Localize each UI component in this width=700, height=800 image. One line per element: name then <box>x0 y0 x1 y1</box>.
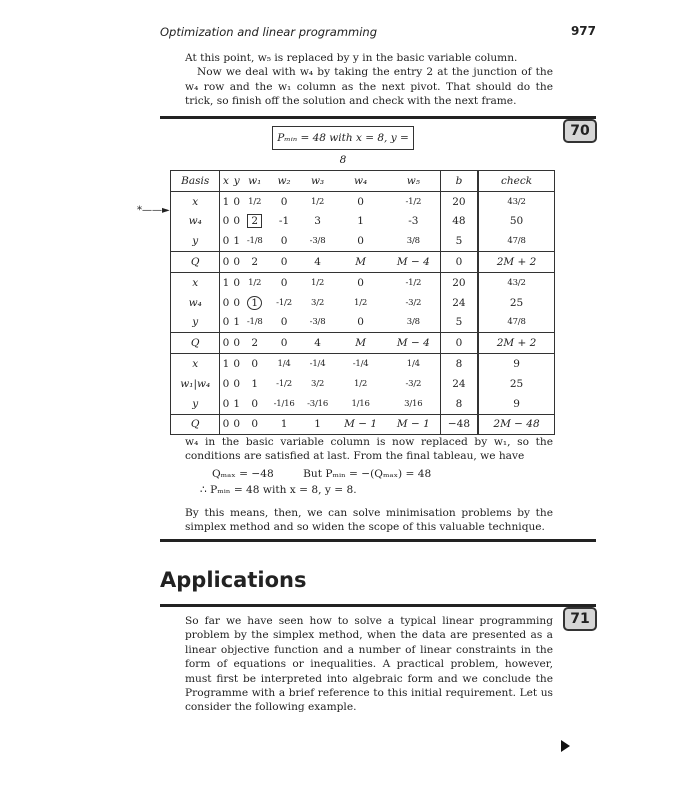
table-cell: 0 <box>280 195 288 208</box>
column-header: x <box>220 171 231 192</box>
table-cell: 0 <box>233 215 241 228</box>
table-cell: 0 <box>233 358 241 371</box>
table-cell: 0 <box>231 333 242 354</box>
table-row <box>171 231 555 251</box>
table-cell: M <box>334 333 387 354</box>
table-cell: 0 <box>280 235 288 248</box>
table-row <box>171 252 555 273</box>
table-row <box>171 414 555 435</box>
table-cell: M <box>334 252 387 273</box>
table-cell: 0 <box>267 333 301 354</box>
table-cell: 2 <box>242 333 267 354</box>
table-row <box>171 293 555 313</box>
table-cell: 0 <box>233 276 241 289</box>
table-cell: 8 <box>440 354 478 374</box>
table-cell: 50 <box>478 212 554 232</box>
frame-divider <box>160 116 596 119</box>
table-cell: -1/2 <box>405 196 422 207</box>
table-cell: 0 <box>231 252 242 273</box>
basis-cell: x <box>192 276 199 289</box>
table-row <box>171 272 555 292</box>
table-cell: 0 <box>357 316 364 329</box>
table-cell: 1/4 <box>406 359 420 370</box>
table-cell: 1/16 <box>351 398 370 409</box>
table-cell: 0 <box>220 212 231 232</box>
table-cell: -1/16 <box>273 398 295 409</box>
table-cell: 0 <box>357 276 364 289</box>
table-cell: 3/8 <box>406 236 420 247</box>
basis-cell: y <box>192 397 199 410</box>
table-cell: 1/2 <box>248 277 262 288</box>
table-cell: 20 <box>440 191 478 211</box>
column-header: w₁ <box>242 171 267 192</box>
frame-number-70: 70 <box>563 119 597 143</box>
p-min-relation: But Pₘᵢₙ = −(Qₘₐₓ) = 48 <box>303 468 432 480</box>
table-cell: 1 <box>301 414 335 435</box>
table-cell: 0 <box>220 313 231 333</box>
column-header: w₄ <box>334 171 387 192</box>
table-cell: 0 <box>251 358 259 371</box>
section-heading: Applications <box>160 568 307 592</box>
table-cell: 4 <box>301 333 335 354</box>
table-cell: 5 <box>440 231 478 251</box>
column-header: Basis <box>171 171 220 192</box>
table-cell: 0 <box>280 276 288 289</box>
table-cell: 0 <box>267 252 301 273</box>
applications-paragraph: So far we have seen how to solve a typical linear programming problem by the simplex method, when the data are presented as a linear objective function and a number of linear constraints in the form of equations or inequalities. A practical problem, however, must first be interpreted into algebraic form and we conclude the Programme with a brief reference to this initial requirement. Let us consider the following example. <box>185 615 553 714</box>
basis-cell: Q <box>171 333 220 354</box>
table-cell: 3/2 <box>311 378 325 389</box>
table-cell: 20 <box>440 272 478 292</box>
table-cell: 4 <box>301 252 335 273</box>
table-cell: −48 <box>440 414 478 435</box>
table-cell: 48 <box>440 212 478 232</box>
table-cell: 2 <box>242 252 267 273</box>
basis-cell: w₁|w₄ <box>180 377 211 390</box>
pivot-row-arrow-icon: *——► <box>137 205 170 216</box>
table-cell: -3/8 <box>309 317 326 328</box>
basis-cell: w₄ <box>188 215 202 228</box>
column-header: w₃ <box>301 171 335 192</box>
column-header: y <box>231 171 242 192</box>
table-cell: 0 <box>233 296 241 309</box>
table-row <box>171 354 555 374</box>
table-cell: 24 <box>440 293 478 313</box>
table-cell: 0 <box>242 414 267 435</box>
table-cell: 47/8 <box>478 231 554 251</box>
basis-cell: x <box>192 195 199 208</box>
table-cell: 1/4 <box>277 359 291 370</box>
table-row <box>171 394 555 414</box>
table-cell: 0 <box>231 414 242 435</box>
pivot-cell <box>242 293 267 313</box>
table-cell: 1/2 <box>248 196 262 207</box>
table-cell: 2M + 2 <box>478 333 554 354</box>
table-cell: 3/2 <box>311 297 325 308</box>
table-cell: 0 <box>220 414 231 435</box>
table-cell: 0 <box>440 333 478 354</box>
table-cell: 1 <box>233 397 241 410</box>
equation-1 <box>212 468 431 480</box>
table-cell: 0 <box>357 195 364 208</box>
table-row <box>171 313 555 333</box>
table-cell: -3 <box>408 215 419 228</box>
table-cell: 1/2 <box>354 297 368 308</box>
column-header: b <box>440 171 478 192</box>
table-cell: -1/2 <box>276 378 292 389</box>
pivot-cell <box>242 212 267 232</box>
table-cell: M − 1 <box>334 414 387 435</box>
q-max: Qₘₐₓ = −48 <box>212 468 274 480</box>
table-cell: 0 <box>233 195 241 208</box>
basis-cell: Q <box>171 414 220 435</box>
table-cell: 1 <box>233 316 241 329</box>
conclusion-text <box>185 435 553 464</box>
table-cell: 1 <box>233 235 241 248</box>
table-cell: 1 <box>357 215 364 228</box>
table-cell: 0 <box>220 333 231 354</box>
basis-cell: w₄ <box>188 296 202 309</box>
table-cell: 0 <box>220 231 231 251</box>
table-cell: -3/2 <box>405 378 422 389</box>
table-row <box>171 212 555 232</box>
table-cell: -1/8 <box>246 236 263 247</box>
table-cell: 9 <box>478 394 554 414</box>
table-cell: -1/4 <box>352 359 369 370</box>
table-cell: 25 <box>478 374 554 394</box>
table-cell: 0 <box>220 293 231 313</box>
table-cell: -1/4 <box>309 359 326 370</box>
pivot-value: 1 <box>247 296 262 310</box>
intro-paragraph: Now we deal with w₄ by taking the entry 2 at the junction of the w₄ row and the w₁ column as the next pivot. That should do the trick, so finish off the solution and check with the next frame. <box>185 66 553 108</box>
table-cell: 0 <box>233 377 241 390</box>
table-cell: 9 <box>478 354 554 374</box>
intro-line: At this point, w₅ is replaced by y in the basic variable column. <box>185 52 518 64</box>
table-cell: 0 <box>220 374 231 394</box>
table-cell: 3 <box>314 215 321 228</box>
frame-divider <box>160 604 596 607</box>
table-cell: -3/2 <box>405 297 422 308</box>
table-header-row <box>171 171 555 192</box>
table-cell: M − 4 <box>387 333 440 354</box>
table-cell: 1 <box>267 414 301 435</box>
table-cell: 1 <box>220 272 231 292</box>
table-cell: 0 <box>251 397 259 410</box>
table-cell: 1/2 <box>354 378 368 389</box>
intro-text <box>185 51 553 109</box>
table-cell: 47/8 <box>478 313 554 333</box>
table-row <box>171 374 555 394</box>
table-cell: 1 <box>251 377 259 390</box>
column-header: w₂ <box>267 171 301 192</box>
table-cell: 43/2 <box>478 191 554 211</box>
table-row <box>171 191 555 211</box>
basis-cell: y <box>192 235 199 248</box>
frame-number-71: 71 <box>563 607 597 631</box>
basis-cell: x <box>192 358 199 371</box>
table-cell: -1 <box>278 215 290 228</box>
page-number: 977 <box>570 24 596 38</box>
pivot-value: 2 <box>247 214 262 228</box>
table-cell: 0 <box>280 316 288 329</box>
table-cell: 3/16 <box>404 398 423 409</box>
table-cell: 1/2 <box>311 196 325 207</box>
table-cell: 8 <box>440 394 478 414</box>
result-box: Pₘᵢₙ = 48 with x = 8, y = 8 <box>272 126 414 150</box>
table-cell: -3/16 <box>307 398 329 409</box>
table-cell: 0 <box>357 235 364 248</box>
table-cell: 3/8 <box>406 317 420 328</box>
table-cell: 0 <box>440 252 478 273</box>
basis-cell: y <box>192 316 199 329</box>
simplex-tableau <box>170 170 555 435</box>
table-cell: 0 <box>220 252 231 273</box>
column-header: check <box>478 171 554 192</box>
table-cell: 0 <box>220 394 231 414</box>
section-divider <box>160 539 596 542</box>
table-row <box>171 333 555 354</box>
table-cell: 43/2 <box>478 272 554 292</box>
table-cell: -3/8 <box>309 236 326 247</box>
table-cell: -1/2 <box>405 277 422 288</box>
running-header: Optimization and linear programming <box>160 25 378 39</box>
table-cell: 25 <box>478 293 554 313</box>
table-cell: 5 <box>440 313 478 333</box>
table-cell: 1 <box>220 354 231 374</box>
table-cell: 24 <box>440 374 478 394</box>
conclusion-paragraph: By this means, then, we can solve minimisation problems by the simplex method and so widen the scope of this valuable technique. <box>185 507 553 534</box>
conclusion-line: w₄ in the basic variable column is now replaced by w₁, so the conditions are satisfied at last. From the final tableau, we have <box>185 436 553 463</box>
table-cell: 1/2 <box>311 277 325 288</box>
basis-cell: Q <box>171 252 220 273</box>
next-frame-arrow-icon[interactable] <box>561 740 570 752</box>
table-cell: 2M + 2 <box>478 252 554 273</box>
equation-2: ∴ Pₘᵢₙ = 48 with x = 8, y = 8. <box>200 484 357 496</box>
table-cell: -1/2 <box>276 297 292 308</box>
column-header: w₅ <box>387 171 440 192</box>
table-cell: 2M − 48 <box>478 414 554 435</box>
table-cell: 1 <box>220 191 231 211</box>
table-cell: M − 4 <box>387 252 440 273</box>
table-cell: -1/8 <box>246 317 263 328</box>
pivot-marker: * <box>137 205 142 216</box>
table-cell: M − 1 <box>387 414 440 435</box>
